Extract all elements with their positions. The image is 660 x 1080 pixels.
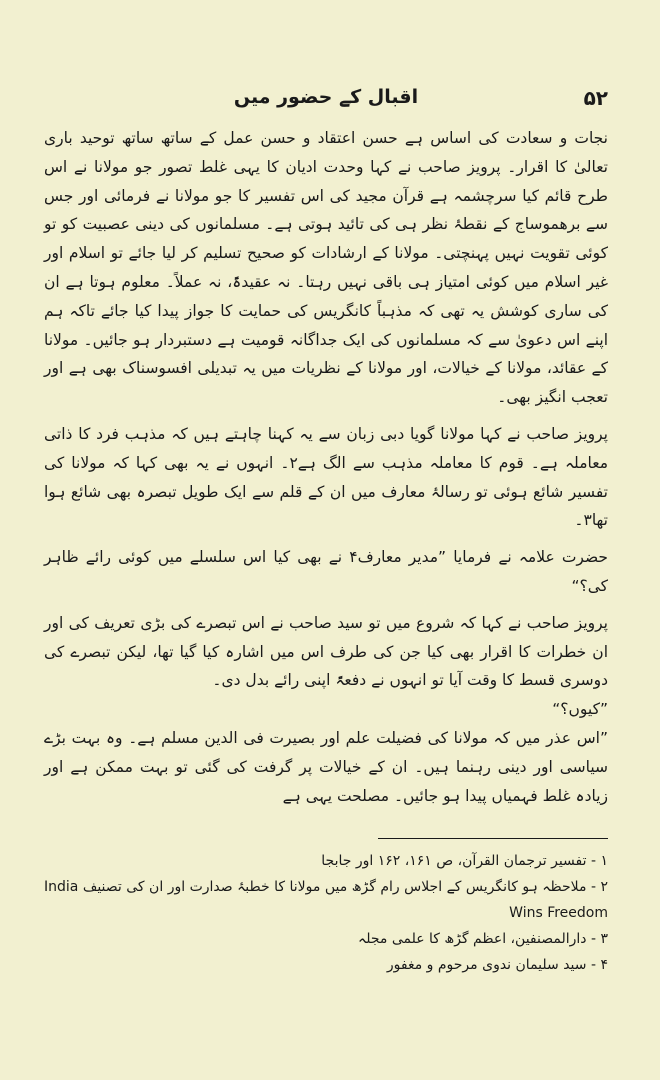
footnote-2: ۲ - ملاحظہ ہو کانگریس کے اجلاس رام گڑھ میں مولانا کا خطبۂ صدارت اور ان کی تصنیف India Wins Freedom <box>44 879 608 921</box>
main-text <box>44 124 608 810</box>
footnote-3: ۳ - دارالمصنفین، اعظم گڑھ کا علمی مجلہ <box>358 931 608 947</box>
footnotes <box>44 848 608 978</box>
paragraph-4: پرویز صاحب نے کہا کہ شروع میں تو سید صاحب نے اس تبصرے کی بڑی تعریف کی اور ان خطرات کا اقرار بھی کیا جن کی طرف اس میں اشارہ کیا گیا تھا، لیکن تبصرے کی دوسری قسط کا وقت آیا تو انہوں نے دفعۃً اپنی رائے بدل دی۔ <box>44 613 608 690</box>
paragraph-6: ”اس عذر میں کہ مولانا کی فضیلت علم اور بصیرت فی الدین مسلم ہے۔ وہ بہت بڑے سیاسی اور دینی رہنما ہیں۔ ان کے خیالات پر گرفت کی گئی تو بہت ممکن ہے اور زیادہ غلط فہمیاں پیدا ہو جائیں۔ مصلحت یہی ہے <box>44 728 608 805</box>
running-title: اقبال کے حضور میں <box>233 86 419 108</box>
paragraph-3: حضرت علامہ نے فرمایا ”مدیر معارف۴ نے بھی کیا اس سلسلے میں کوئی رائے ظاہر کی؟“ <box>44 548 609 595</box>
footnote-divider <box>378 838 608 839</box>
paragraph-5: ”کیوں؟“ <box>552 700 608 719</box>
footnote-1: ۱ - تفسیر ترجمان القرآن، ص ۱۶۱، ۱۶۲ اور جابجا <box>321 853 608 869</box>
paragraph-1: نجات و سعادت کی اساس ہے حسن اعتقاد و حسن عمل کے ساتھ ساتھ توحید باری تعالیٰ کا اقرار۔ پرویز صاحب نے کہا وحدت ادیان کا یہی غلط تصور جو مولانا نے اس طرح قائم کیا سرچشمہ ہے قرآن مجید کی اس تفسیر کا جو مولانا نے فرمائی اور جس سے برھموساج کے نقطۂ نظر ہی کی تائید ہوتی ہے۔ مسلمانوں کی دینی عصبیت کو تو کوئی تقویت نہیں پہنچتی۔ مولانا کے ارشادات کو صحیح تسلیم کر لیا جائے تو اسلام اور غیر اسلام میں کوئی امتیاز ہی باقی نہیں رہتا۔ نہ عقیدۃً، نہ عملاً۔ معلوم ہوتا ہے ان کی ساری کوشش یہ تھی کہ مذہباً کانگریس کی حمایت کا جواز پیدا کیا جائے تاکہ ہم اپنے اس دعویٰ سے کہ مسلمانوں کی ایک جداگانہ قومیت ہے دستبردار ہو جائیں۔ مولانا کے عقائد، مولانا کے خیالات، اور مولانا کے نظریات میں یہ تبدیلی افسوسناک بھی ہے اور تعجب انگیز بھی۔ <box>44 129 608 407</box>
running-header <box>44 86 608 116</box>
page-number: ۵۲ <box>583 86 608 110</box>
paragraph-2: پرویز صاحب نے کہا مولانا گویا دبی زبان سے یہ کہنا چاہتے ہیں کہ مذہب فرد کا ذاتی معاملہ ہے۔ قوم کا معاملہ مذہب سے الگ ہے۲۔ انہوں نے یہ بھی کہا کہ مولانا کی تفسیر شائع ہوئی تو رسالۂ معارف میں ان کے قلم سے ایک طویل تبصرہ بھی شائع ہوا تھا۳۔ <box>44 424 608 530</box>
footnote-4: ۴ - سید سلیمان ندوی مرحوم و مغفور <box>386 957 608 973</box>
